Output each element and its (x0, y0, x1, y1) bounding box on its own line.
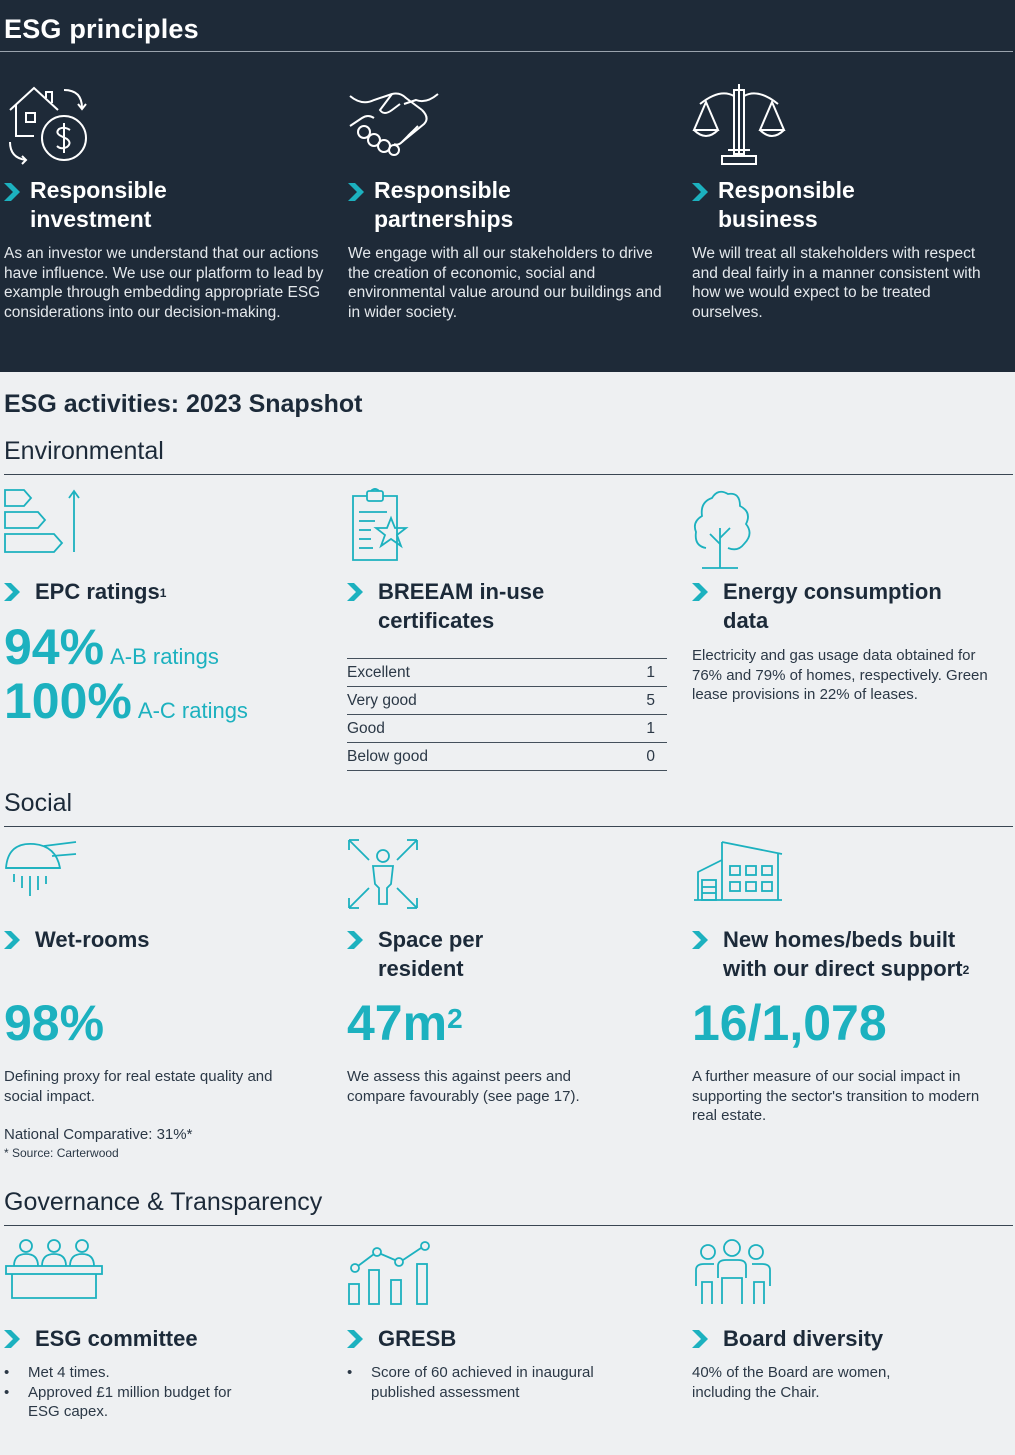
esg-principles-panel (0, 0, 1015, 372)
committee-title: ESG committee (35, 1326, 198, 1351)
table-row: Excellent 1 (347, 658, 667, 686)
table-row: Good 1 (347, 714, 667, 742)
wetrooms-stat: 98% (4, 995, 105, 1051)
social-title: Social (4, 789, 73, 817)
chevron-right-icon (347, 1330, 363, 1348)
chevron-right-icon (692, 183, 708, 201)
chevron-right-icon (692, 931, 708, 949)
clipboard-star-icon (347, 488, 411, 567)
chevron-right-icon (4, 1330, 20, 1348)
principle-title: Responsible partnerships (374, 177, 514, 232)
environmental-divider (4, 474, 1013, 475)
chevron-right-icon (692, 583, 708, 601)
epc-title: EPC ratings$^1$ (35, 579, 167, 604)
wetrooms-title: Wet-rooms (35, 927, 150, 952)
homes-title: New homes/beds built with our direct support$^2$ (723, 927, 970, 981)
principle-title: Responsible business (718, 177, 855, 232)
social-divider (4, 826, 1013, 827)
governance-divider (4, 1225, 1013, 1226)
building-icon (692, 840, 784, 907)
bar-chart-icon (347, 1238, 433, 1311)
space-text: We assess this against peers and compare favourably (see page 17). (347, 1068, 580, 1105)
principle-text: As an investor we understand that our actions have influence. We use our platform to lead by example through embedding appropriate ESG considerations into our decision-making. (4, 245, 324, 321)
epc-ac-stat: 100% A-C ratings (4, 673, 248, 729)
board-text: 40% of the Board are women, including the Chair. (692, 1364, 891, 1401)
homes-text: A further measure of our social impact in supporting the sector's transition to modern real estate. (692, 1068, 980, 1125)
breeam-table (347, 658, 667, 771)
chevron-right-icon (348, 183, 364, 201)
handshake-icon (348, 88, 440, 161)
chevron-right-icon (4, 931, 20, 949)
wetrooms-text: Defining proxy for real estate quality and social impact. (4, 1068, 273, 1105)
environmental-title: Environmental (4, 437, 164, 465)
scales-icon (692, 80, 786, 171)
person-space-icon (347, 838, 419, 915)
space-title: Space per resident (378, 927, 484, 981)
chevron-right-icon (4, 183, 20, 201)
chevron-right-icon (347, 583, 363, 601)
committee-list (4, 1363, 264, 1422)
gresb-list (347, 1363, 637, 1402)
breeam-title: BREEAM in-use certificates (378, 579, 545, 633)
principle-text: We engage with all our stakeholders to drive the creation of economic, social and environmental value around our buildings and in wider society. (348, 245, 662, 321)
national-comparative: National Comparative: 31%* (4, 1126, 193, 1143)
principle-title: Responsible investment (30, 177, 167, 232)
table-row: Very good 5 (347, 686, 667, 714)
tree-icon (692, 488, 754, 575)
house-dollar-icon (4, 80, 94, 171)
epc-ab-stat: 94% A-B ratings (4, 619, 219, 675)
energy-title: Energy consumption data (723, 579, 942, 633)
chevron-right-icon (692, 1330, 708, 1348)
energy-rating-icon (4, 488, 84, 561)
people-group-icon (692, 1238, 774, 1311)
governance-title: Governance & Transparency (4, 1188, 323, 1216)
energy-text: Electricity and gas usage data obtained for 76% and 79% of homes, respectively. Green lease provisions in 22% of leases. (692, 647, 988, 704)
space-stat: $47m^2$ (347, 995, 463, 1051)
principle-text: We will treat all stakeholders with respect and deal fairly in a manner consistent with how we would expect to be treated ourselves. (692, 245, 981, 321)
shower-icon (4, 838, 78, 905)
principles-divider (0, 51, 1013, 52)
gresb-title: GRESB (378, 1326, 457, 1351)
chevron-right-icon (347, 931, 363, 949)
table-row: Below good 0 (347, 742, 667, 770)
board-title: Board diversity (723, 1326, 884, 1351)
committee-icon (4, 1238, 104, 1305)
list-item: • Score of 60 achieved in inaugural published assessment (347, 1363, 637, 1402)
list-item: • Approved £1 million budget for ESG capex. (4, 1383, 264, 1422)
chevron-right-icon (4, 583, 20, 601)
list-item: • Met 4 times. (4, 1363, 264, 1383)
homes-stat: 16/1,078 (692, 995, 887, 1051)
principles-title: ESG principles (4, 14, 199, 44)
snapshot-title: ESG activities: 2023 Snapshot (4, 390, 363, 418)
source-note: * Source: Carterwood (4, 1146, 119, 1160)
